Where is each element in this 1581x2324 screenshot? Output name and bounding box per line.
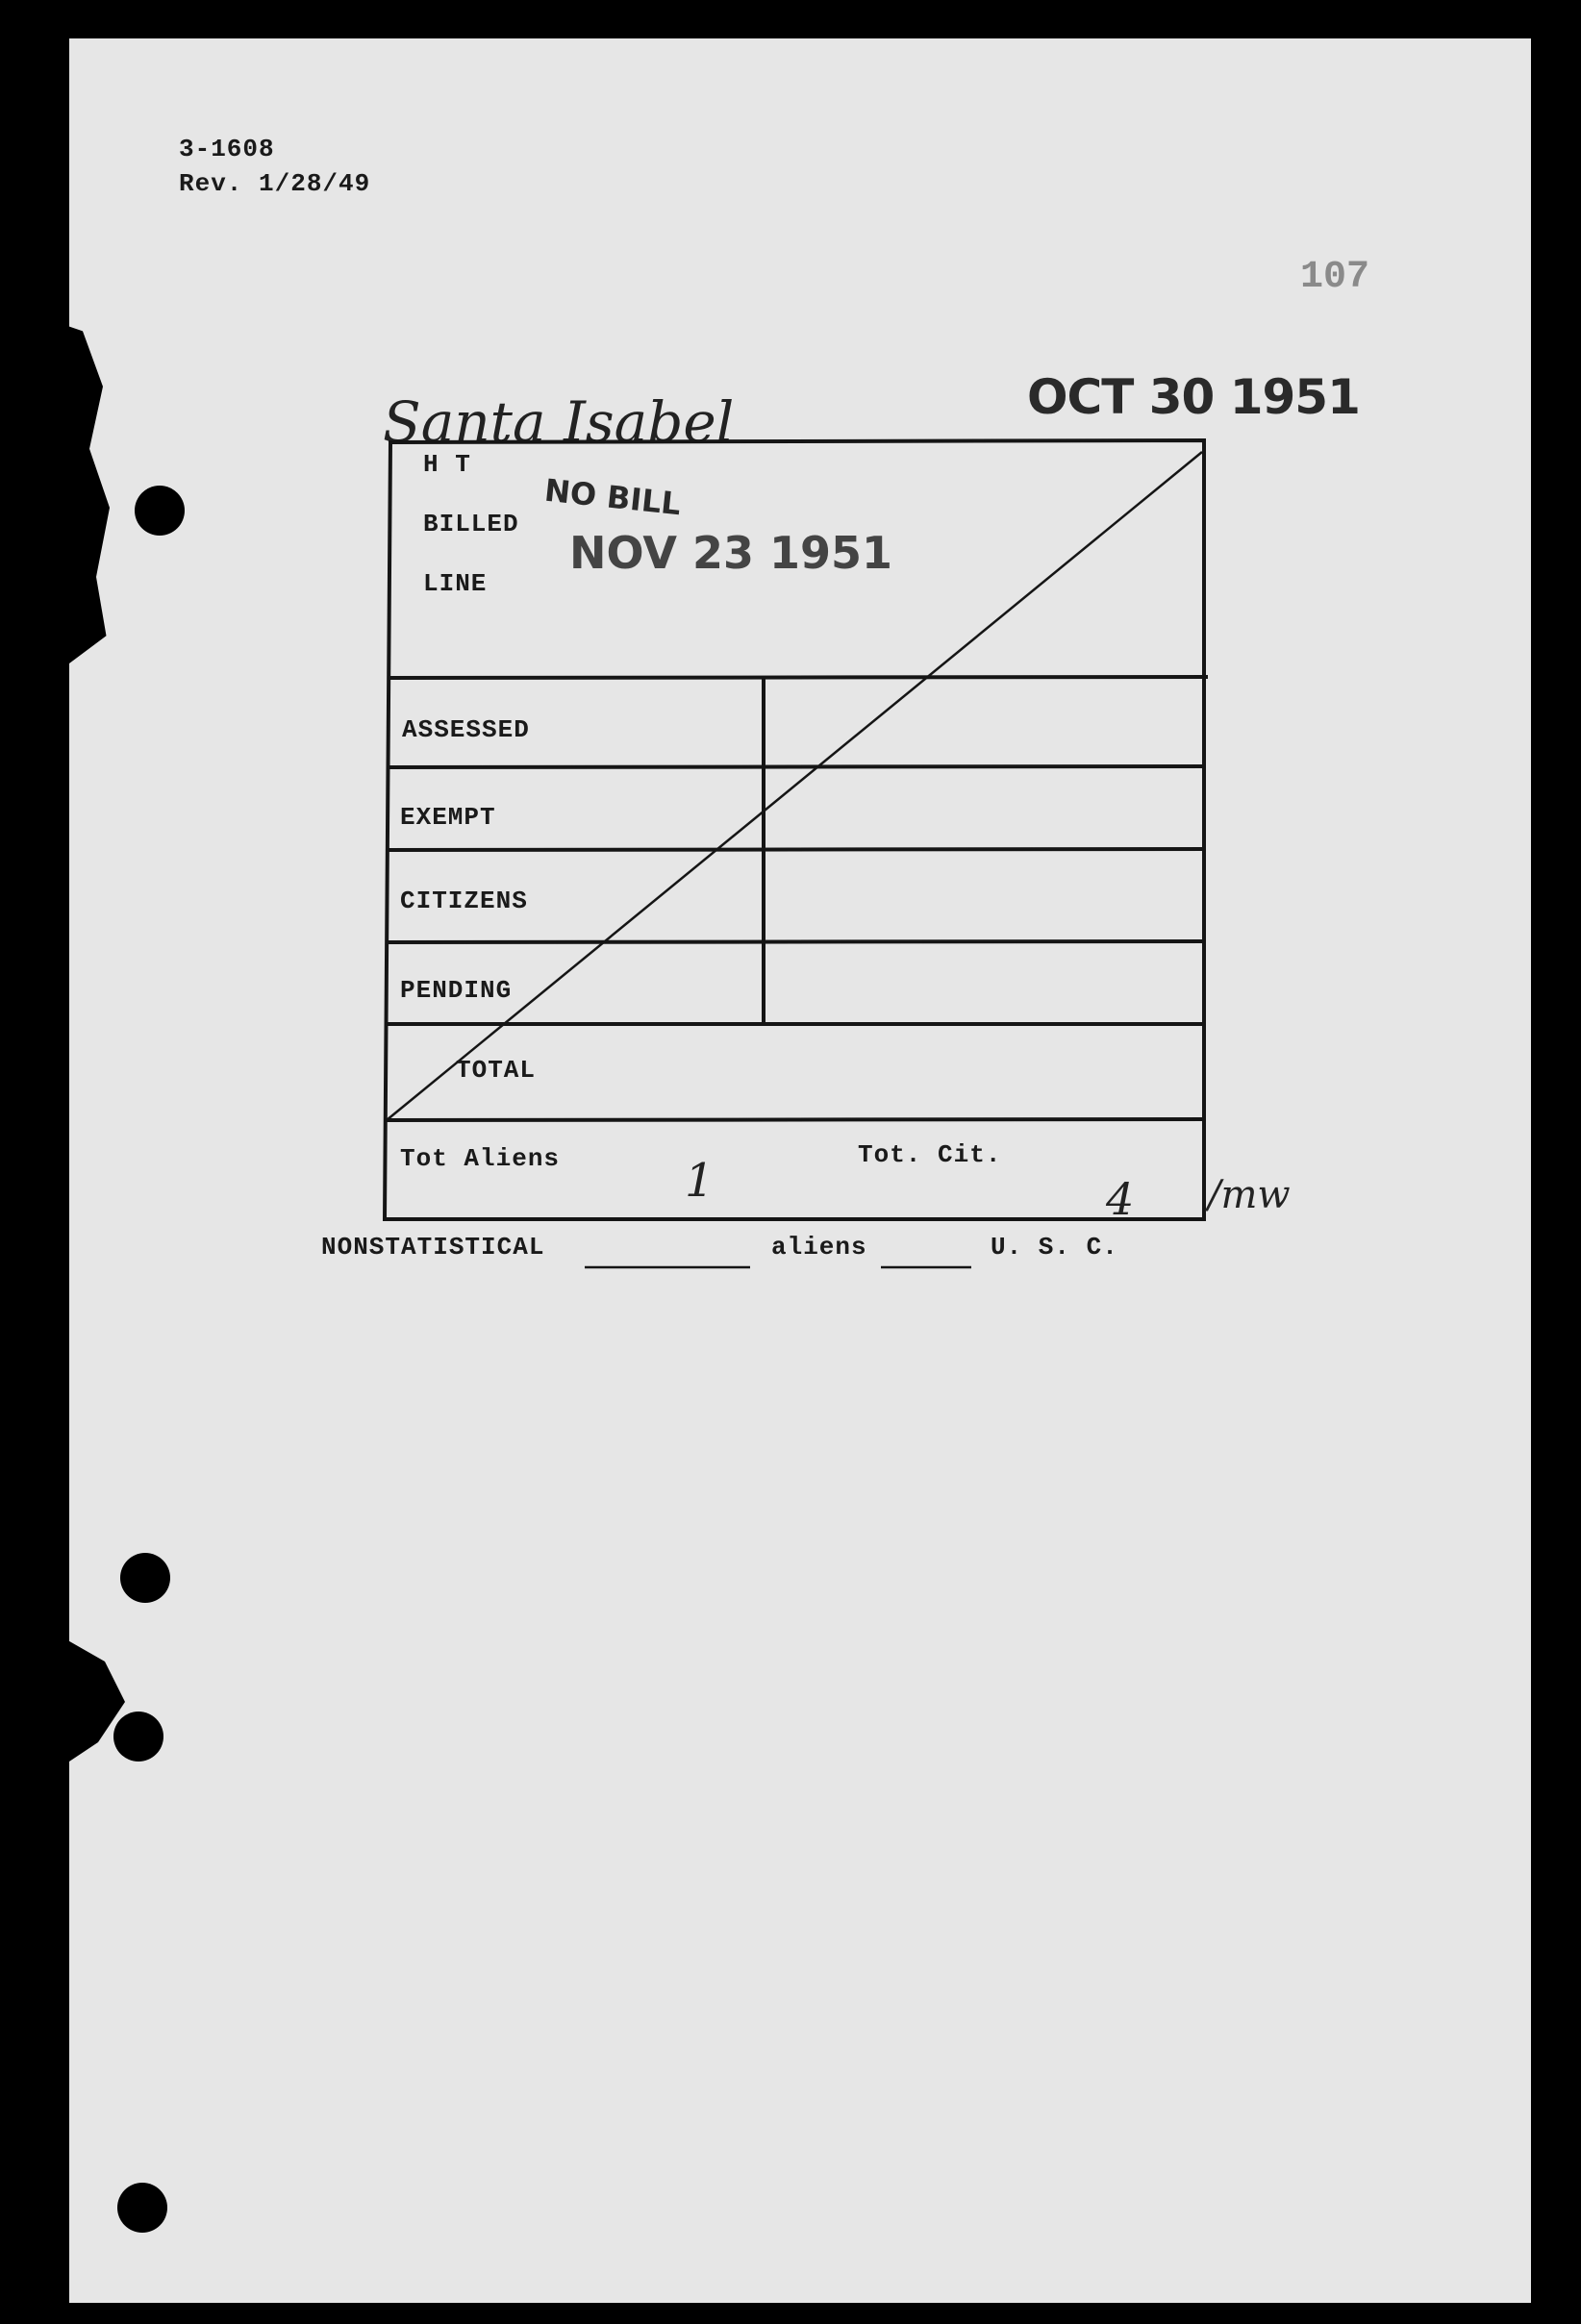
no-bill-date-stamp: NOV 23 1951 [569, 527, 893, 579]
date-stamp: OCT 30 1951 [1027, 369, 1360, 425]
tot-cit-value: 4 [1106, 1173, 1135, 1225]
initials: /mw [1208, 1173, 1291, 1217]
page-number: 107 [1300, 256, 1370, 299]
usc-label: U. S. C. [991, 1233, 1118, 1262]
row-label-pending: PENDING [400, 976, 513, 1005]
tot-cit-label: Tot. Cit. [858, 1140, 1002, 1169]
handwritten-location: Santa Isabel [383, 389, 735, 455]
row-label-assessed: ASSESSED [402, 715, 530, 744]
header-label-ht: H T [423, 450, 471, 479]
row-label-exempt: EXEMPT [400, 803, 496, 832]
aliens-label: aliens [771, 1233, 867, 1262]
total-label: TOTAL [456, 1056, 537, 1085]
header-label-billed: BILLED [423, 510, 519, 538]
form-code: 3-1608 [179, 135, 275, 163]
tot-aliens-label: Tot Aliens [400, 1144, 561, 1173]
revision: Rev. 1/28/49 [179, 169, 371, 198]
header-label-line: LINE [423, 569, 488, 598]
row-label-citizens: CITIZENS [400, 887, 528, 915]
tot-aliens-value: 1 [685, 1154, 715, 1208]
no-bill-stamp: NO BILL [542, 471, 683, 523]
nonstatistical-label: NONSTATISTICAL [321, 1233, 545, 1262]
